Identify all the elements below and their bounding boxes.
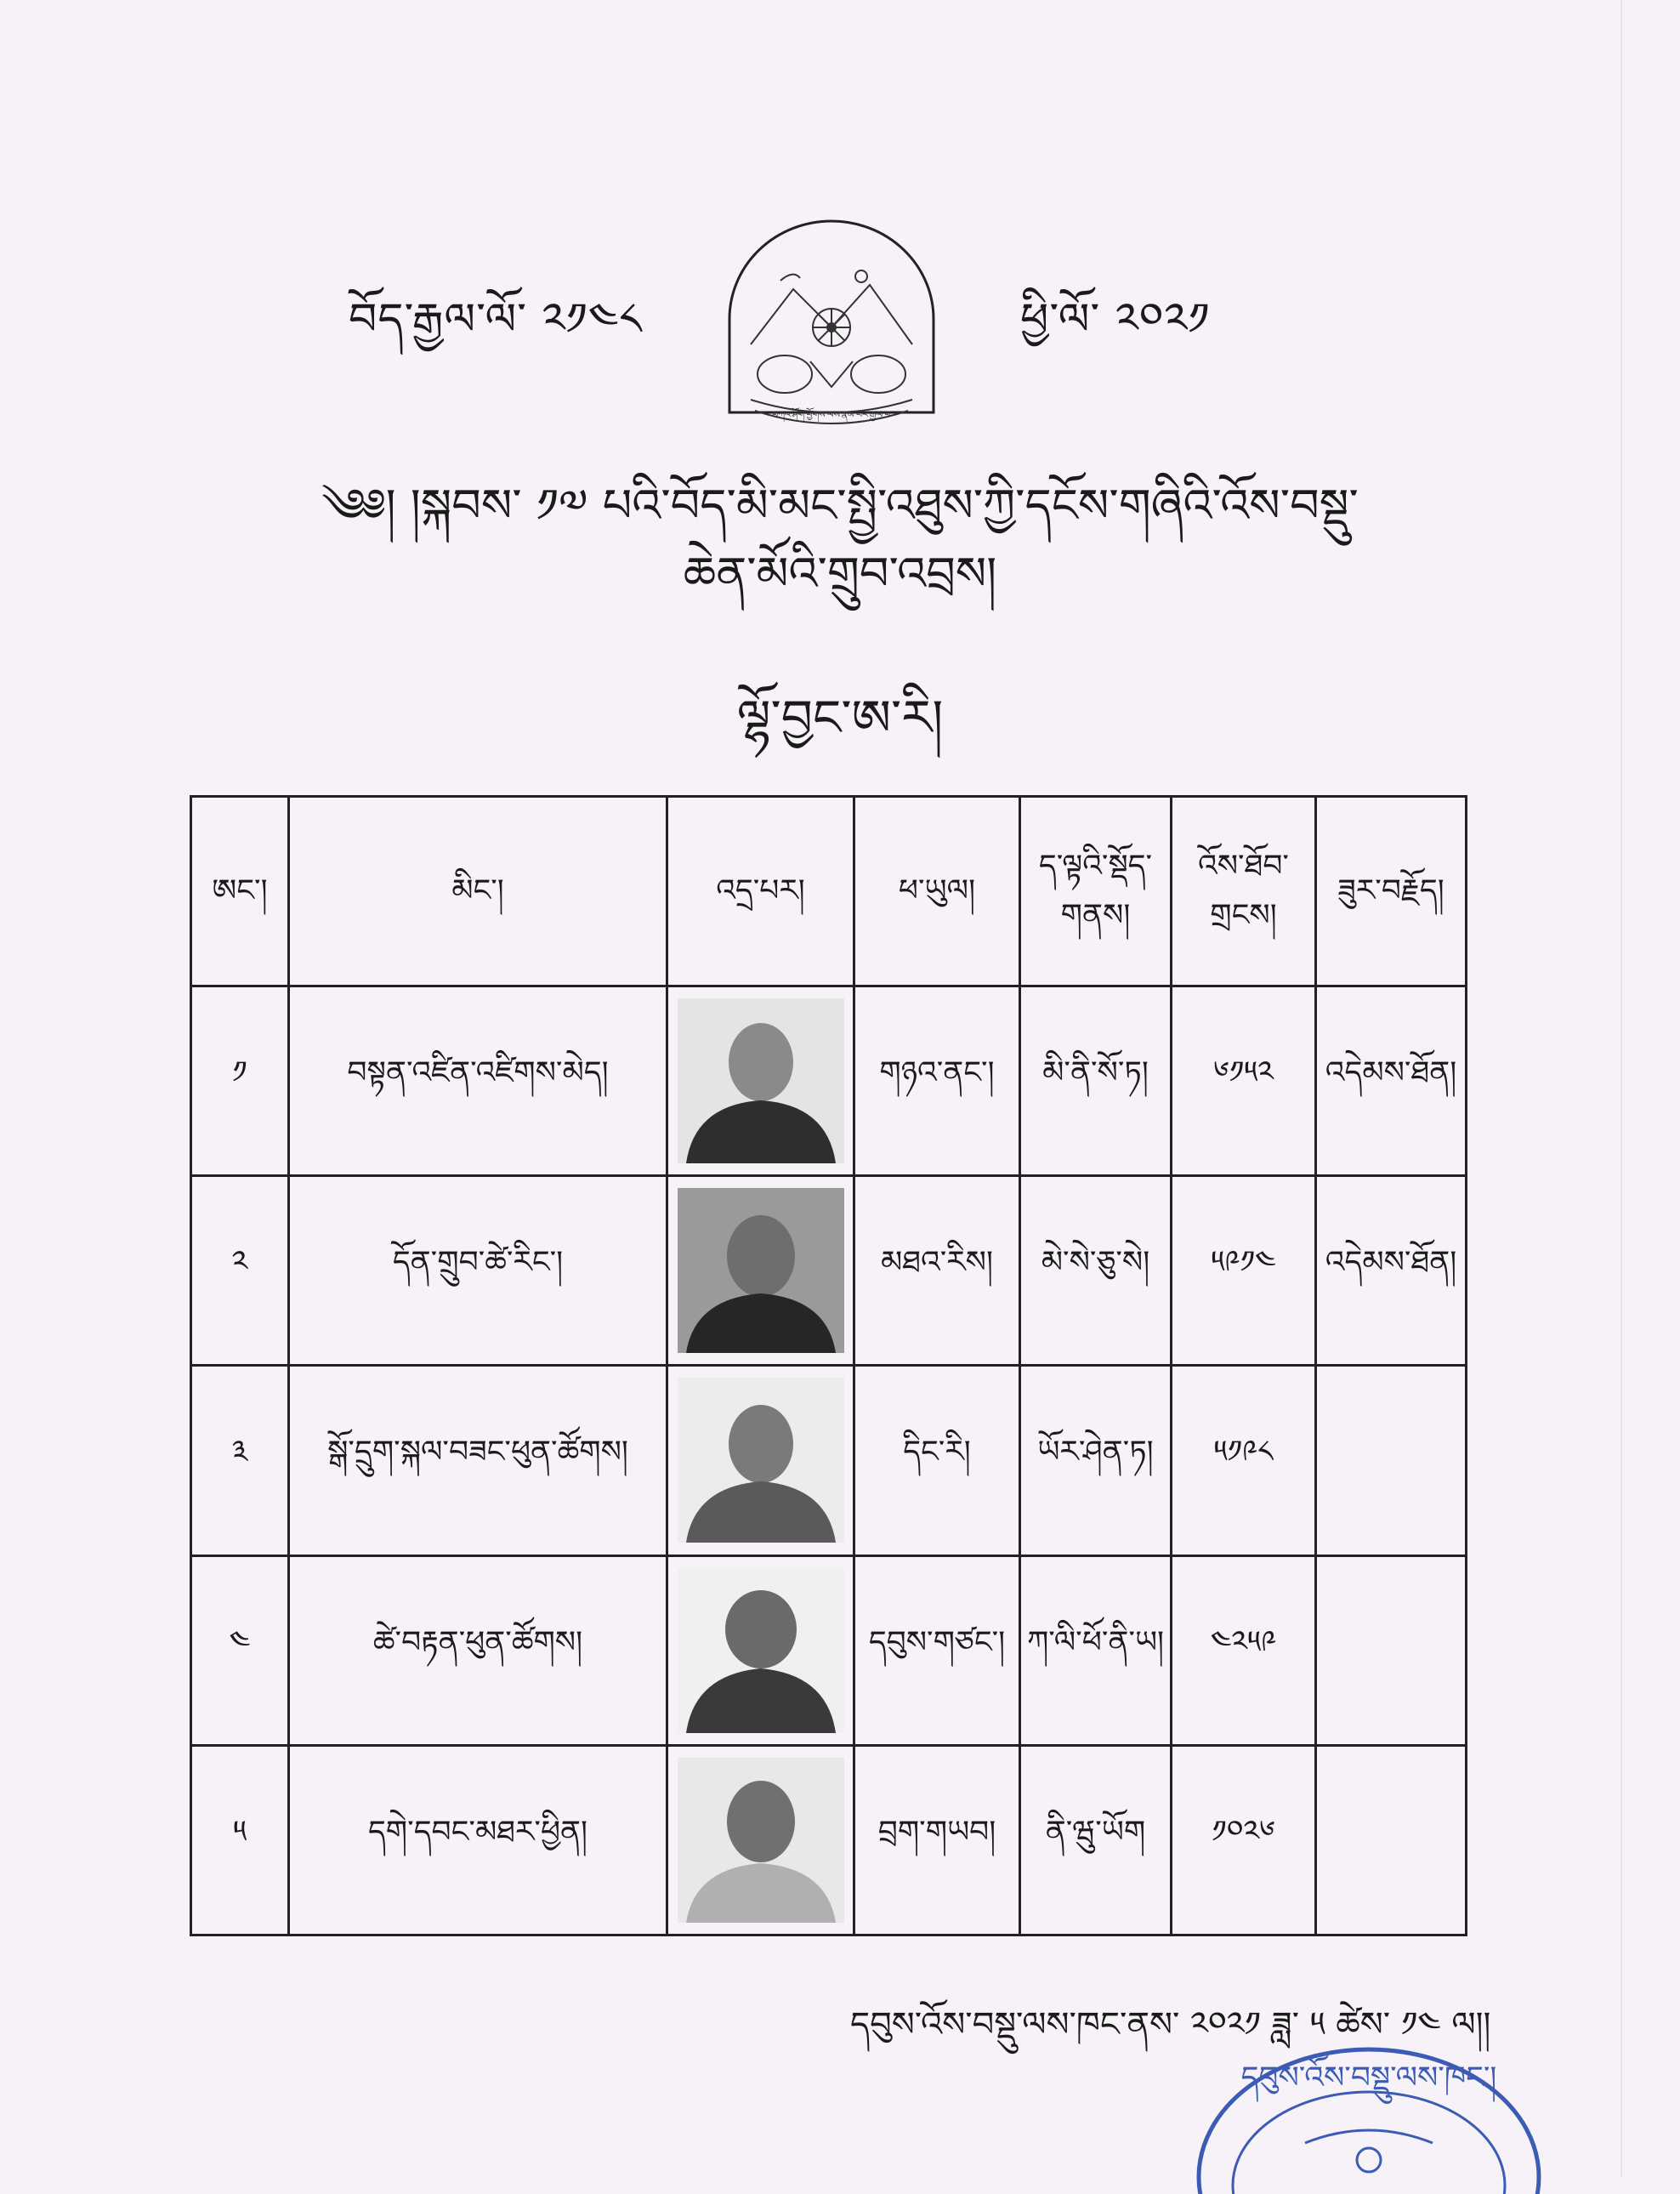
- cell-photo: [667, 1555, 854, 1745]
- cell-province: དབུས་གཙང་།: [854, 1555, 1020, 1745]
- cell-photo: [667, 1176, 854, 1366]
- header-photo: འདྲ་པར།: [667, 797, 854, 986]
- footer-date-line: དབུས་འོས་བསྡུ་ལས་ཁང་ནས་ ༢༠༢༡ ཟླ་ ༥ ཚེས་ ༡༤ ལ།།: [850, 2005, 1491, 2044]
- page-title-line-1: ༄༅། །སྐབས་ ༡༧ པའི་བོད་མི་མང་སྤྱི་འཐུས་ཀྱི་དངོས་གཞིའི་འོས་བསྡུ་: [321, 479, 1359, 532]
- cell-remark: [1316, 1555, 1467, 1745]
- header-votes: འོས་ཐོབ་ གྲངས།: [1172, 797, 1316, 986]
- cell-photo: [667, 986, 854, 1176]
- table-row: [191, 1366, 1467, 1555]
- cell-serial: ༣: [191, 1366, 289, 1555]
- cell-residence: ཀ་ལི་ཕོ་ནི་ཡ།: [1020, 1555, 1172, 1745]
- cell-votes: ༥༩༡༤: [1172, 1176, 1316, 1366]
- cell-name: ཚེ་བརྟན་ཕུན་ཚོགས།: [289, 1555, 667, 1745]
- candidate-photo: [678, 1188, 844, 1353]
- gregorian-year: ཕྱི་ལོ་ ༢༠༢༡: [1020, 294, 1211, 345]
- cell-province: གཉའ་ནང་།: [854, 986, 1020, 1176]
- region-subtitle: ལྷོ་བྱང་ཨ་རི།: [736, 689, 944, 747]
- cell-serial: ༥: [191, 1745, 289, 1935]
- cell-votes: ༤༢༥༩: [1172, 1555, 1316, 1745]
- cell-name: བསྟན་འཛིན་འཛིགས་མེད།: [289, 986, 667, 1176]
- cell-name: དོན་གྲུབ་ཚེ་རིང་།: [289, 1176, 667, 1366]
- cell-votes: ༥༡༩༨: [1172, 1366, 1316, 1555]
- stamp-text: དབུས་འོས་བསྡུ་ལས་ཁང་།: [1240, 2060, 1497, 2095]
- tibetan-year: བོད་རྒྱལ་ལོ་ ༢༡༤༨: [349, 294, 643, 345]
- candidate-photo: [678, 1758, 844, 1923]
- table-row: [191, 986, 1467, 1176]
- header-residence: ད་ལྟའི་སྡོད་ གནས།: [1020, 797, 1172, 986]
- cell-remark: [1316, 1745, 1467, 1935]
- cell-residence: ཡོར་ཤེན་ཏ།: [1020, 1366, 1172, 1555]
- cell-province: མཐའ་རིས།: [854, 1176, 1020, 1366]
- cell-residence: མི་ནི་སོ་ཏ།: [1020, 986, 1172, 1176]
- candidate-photo: [678, 998, 844, 1163]
- header-name: མིང་།: [289, 797, 667, 986]
- emblem-ribbon-text: བཀའ་ཤོག་ཕྱོགས་ལས་རྣམ་པར་རྒྱལ་བ: [772, 409, 891, 420]
- candidate-photo: [678, 1568, 844, 1733]
- cell-name: སྒོ་དྲུག་སྐལ་བཟང་ཕུན་ཚོགས།: [289, 1366, 667, 1555]
- office-stamp: [1178, 2024, 1552, 2194]
- cell-remark: འདེམས་ཐོན།: [1316, 986, 1467, 1176]
- candidate-photo: [678, 1378, 844, 1543]
- page-edge: [1620, 0, 1622, 2177]
- table-row: [191, 1555, 1467, 1745]
- cell-photo: [667, 1745, 854, 1935]
- cell-serial: ༢: [191, 1176, 289, 1366]
- cta-emblem: [717, 217, 946, 438]
- header-serial: ཨང་།: [191, 797, 289, 986]
- cell-votes: ༦༡༥༢: [1172, 986, 1316, 1176]
- cell-serial: ༤: [191, 1555, 289, 1745]
- results-table: [190, 795, 1467, 1936]
- cell-province: དིང་རི།: [854, 1366, 1020, 1555]
- cell-photo: [667, 1366, 854, 1555]
- cell-remark: [1316, 1366, 1467, 1555]
- table-row: [191, 1176, 1467, 1366]
- cell-residence: མེ་སེ་ཅུ་སེ།: [1020, 1176, 1172, 1366]
- cell-province: བྲག་གཡབ།: [854, 1745, 1020, 1935]
- cell-remark: འདེམས་ཐོན།: [1316, 1176, 1467, 1366]
- table-header-row: [191, 797, 1467, 986]
- cell-serial: ༡: [191, 986, 289, 1176]
- header-remarks: ཟུར་བརྗོད།: [1316, 797, 1467, 986]
- cell-residence: ནི་ཝུ་ཡོག: [1020, 1745, 1172, 1935]
- header-province: ཕ་ཡུལ།: [854, 797, 1020, 986]
- cell-name: དགེ་དབང་མཐར་ཕྱིན།: [289, 1745, 667, 1935]
- page-title-line-2: ཆེན་མོའི་གྲུབ་འབྲས།: [683, 547, 997, 600]
- cell-votes: ༡༠༢༦: [1172, 1745, 1316, 1935]
- table-row: [191, 1745, 1467, 1935]
